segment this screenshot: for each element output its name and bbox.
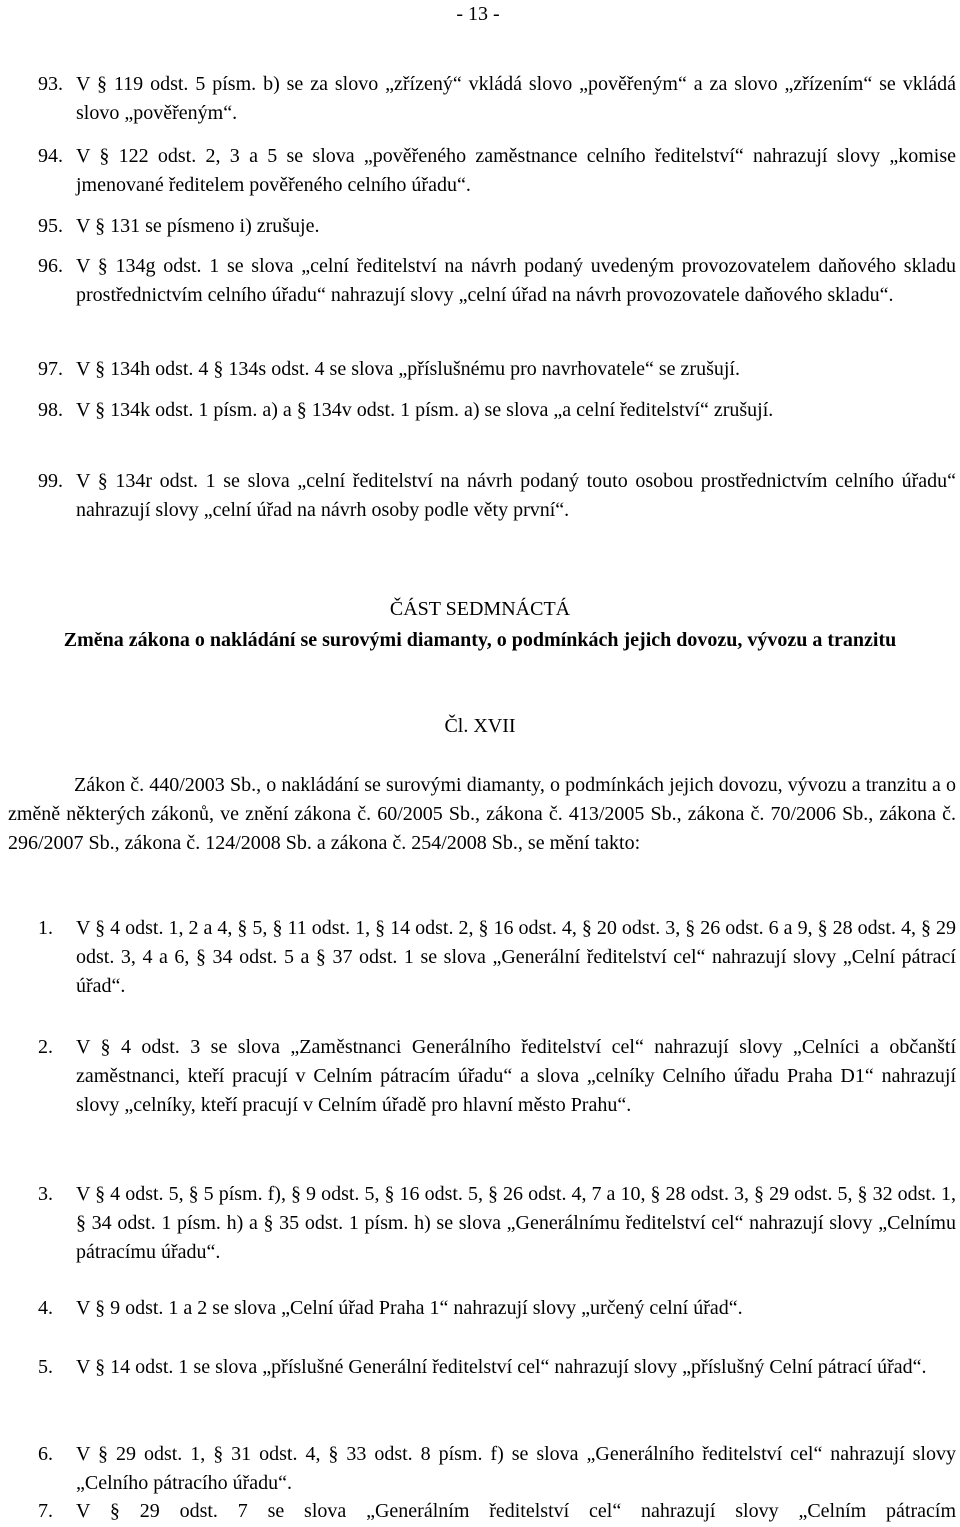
item-number: 93. [38, 73, 63, 95]
list-item [38, 914, 956, 1001]
list-item [38, 70, 956, 128]
part-title: ČÁST SEDMNÁCTÁ [389, 598, 571, 620]
item-text: V § 29 odst. 1, § 31 odst. 4, § 33 odst. 8 písm. f) se slova „Generálního ředitelství cel“ nahrazují slovy „Celního pátracího úřadu“. [76, 1443, 956, 1494]
item-text: V § 134r odst. 1 se slova „celní ředitelství na návrh podaný touto osobou prostřednictvím celního úřadu“ nahrazují slovy „celní úřad na návrh osoby podle věty první“. [76, 470, 956, 521]
item-number: 6. [38, 1443, 53, 1465]
item-number: 2. [38, 1036, 53, 1058]
list-item [38, 396, 956, 425]
item-text: V § 14 odst. 1 se slova „příslušné Generální ředitelství cel“ nahrazují slovy „příslušný Celní pátrací úřad“. [76, 1356, 927, 1378]
item-number: 98. [38, 399, 63, 421]
item-text: V § 4 odst. 3 se slova „Zaměstnanci Generálního ředitelství cel“ nahrazují slovy „Celníci a občanští zaměstnanci, kteří pracují v Celním pátracím úřadu“ a slova „celníky Celního úřadu Praha D1“ nahrazují slovy „celníky, kteří pracují v Celním úřadě pro hlavní město Prahu“. [76, 1036, 956, 1116]
page-number: - 13 - [456, 3, 500, 25]
item-text: V § 134g odst. 1 se slova „celní ředitelství na návrh podaný uvedeným provozovatelem daňového skladu prostřednictvím celního úřadu“ nahrazují slovy „celní úřad na návrh provozovatele daňového skladu“. [76, 255, 956, 306]
item-text: V § 122 odst. 2, 3 a 5 se slova „pověřeného zaměstnance celního ředitelství“ nahrazují slovy „komise jmenované ředitelem pověřeného celního úřadu“. [76, 145, 956, 196]
list-item [38, 467, 956, 525]
list-item [38, 1497, 956, 1526]
item-text: V § 119 odst. 5 písm. b) se za slovo „zřízený“ vkládá slovo „pověřeným“ a za slovo „zřízením“ se vkládá slovo „pověřeným“. [76, 73, 956, 124]
item-number: 95. [38, 215, 63, 237]
list-item [38, 252, 956, 310]
item-text: V § 29 odst. 7 se slova „Generálním ředitelství cel“ nahrazují slovy „Celním pátracím [76, 1500, 956, 1522]
list-item [38, 1033, 956, 1120]
item-text: V § 4 odst. 1, 2 a 4, § 5, § 11 odst. 1, § 14 odst. 2, § 16 odst. 4, § 20 odst. 3, § 26 odst. 6 a 9, § 28 odst. 4, § 29 odst. 3, 4 a 6, § 34 odst. 5 a § 37 odst. 1 se slova „Generální ředitelství cel“ nahrazují slovy „Celní pátrací úřad“. [76, 917, 956, 997]
item-number: 7. [38, 1500, 53, 1522]
article-title: Čl. XVII [444, 715, 516, 737]
item-text: V § 131 se písmeno i) zrušuje. [76, 215, 320, 237]
item-number: 99. [38, 470, 63, 492]
item-number: 1. [38, 917, 53, 939]
part-heading: Změna zákona o nakládání se surovými diamanty, o podmínkách jejich dovozu, vývozu a tranzitu [63, 629, 897, 651]
item-number: 97. [38, 358, 63, 380]
list-item [38, 142, 956, 200]
item-text: V § 9 odst. 1 a 2 se slova „Celní úřad Praha 1“ nahrazují slovy „určený celní úřad“. [76, 1297, 743, 1319]
list-item [38, 1353, 956, 1382]
item-number: 5. [38, 1356, 53, 1378]
list-item [38, 1294, 956, 1323]
item-text: V § 134h odst. 4 § 134s odst. 4 se slova „příslušnému pro navrhovatele“ se zrušují. [76, 358, 740, 380]
intro-paragraph: Zákon č. 440/2003 Sb., o nakládání se surovými diamanty, o podmínkách jejich dovozu, vývozu a tranzitu a o změně některých zákonů, ve znění zákona č. 60/2005 Sb., zákona č. 413/2005 Sb., zákona č. 70/2006 Sb., zákona č. 296/2007 Sb., zákona č. 124/2008 Sb. a zákona č. 254/2008 Sb., se mění takto: [8, 774, 956, 854]
item-text: V § 134k odst. 1 písm. a) a § 134v odst. 1 písm. a) se slova „a celní ředitelství“ zrušují. [76, 399, 774, 421]
list-item [38, 1440, 956, 1498]
list-item [38, 355, 956, 384]
list-item [38, 212, 956, 241]
item-number: 94. [38, 145, 63, 167]
item-number: 96. [38, 255, 63, 277]
item-number: 3. [38, 1183, 53, 1205]
item-text: V § 4 odst. 5, § 5 písm. f), § 9 odst. 5, § 16 odst. 5, § 26 odst. 4, 7 a 10, § 28 odst. 3, § 29 odst. 5, § 32 odst. 1, § 34 odst. 1 písm. h) a § 35 odst. 1 písm. h) se slova „Generálnímu ředitelství cel“ nahrazují slovy „Celnímu pátracímu úřadu“. [76, 1183, 956, 1263]
list-item [38, 1180, 956, 1267]
item-number: 4. [38, 1297, 53, 1319]
